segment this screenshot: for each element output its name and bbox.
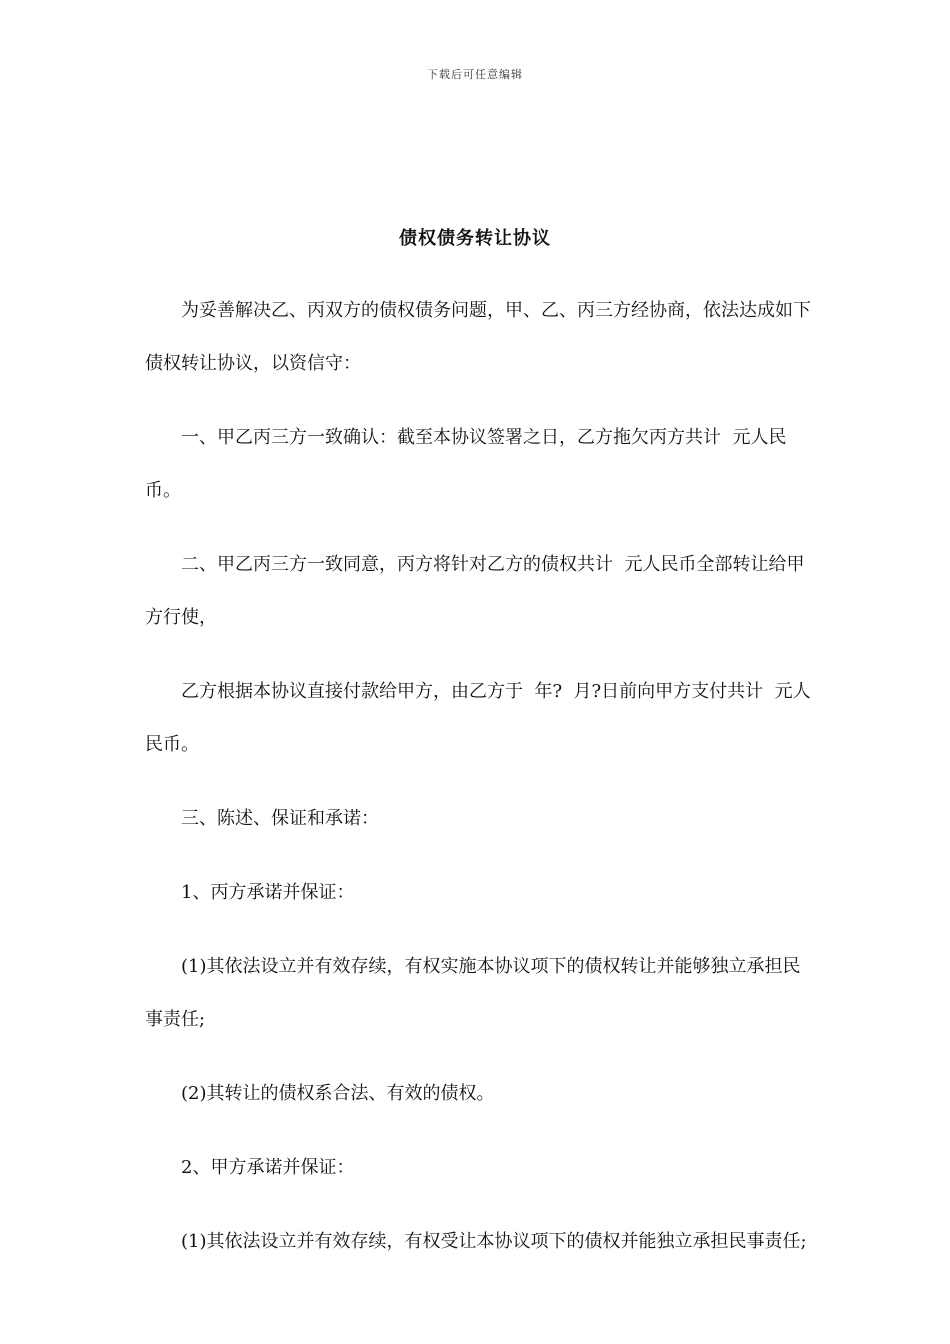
paragraph-item-2-heading: 2、甲方承诺并保证： [181,1157,355,1178]
paragraph-item-2-1: (1)其依法设立并有效存续，有权受让本协议项下的债权并能独立承担民事责任; [181,1231,807,1252]
document-body [145,284,815,1289]
paragraph-clause-2: 二、甲乙丙三方一致同意，丙方将针对乙方的债权共计 元人民币全部转让给甲方行使， [145,554,805,628]
paragraph-clause-3-heading: 三、陈述、保证和承诺： [181,808,379,829]
header-note: 下载后可任意编辑 [427,68,523,81]
paragraph-item-1-heading: 1、丙方承诺并保证： [181,882,355,903]
paragraph-item-1-2: (2)其转让的债权系合法、有效的债权。 [181,1083,495,1104]
paragraph-clause-1: 一、甲乙丙三方一致确认：截至本协议签署之日，乙方拖欠丙方共计 元人民币。 [145,427,787,501]
paragraph-item-1-1: (1)其依法设立并有效存续，有权实施本协议项下的债权转让并能够独立承担民事责任; [145,956,801,1030]
paragraph-payment: 乙方根据本协议直接付款给甲方，由乙方于 年? 月?日前向甲方支付共计 元人民币。 [145,681,811,755]
document-title: 债权债务转让协议 [399,228,551,249]
paragraph-intro: 为妥善解决乙、丙双方的债权债务问题，甲、乙、丙三方经协商，依法达成如下债权转让协议，以资信守： [145,300,811,374]
